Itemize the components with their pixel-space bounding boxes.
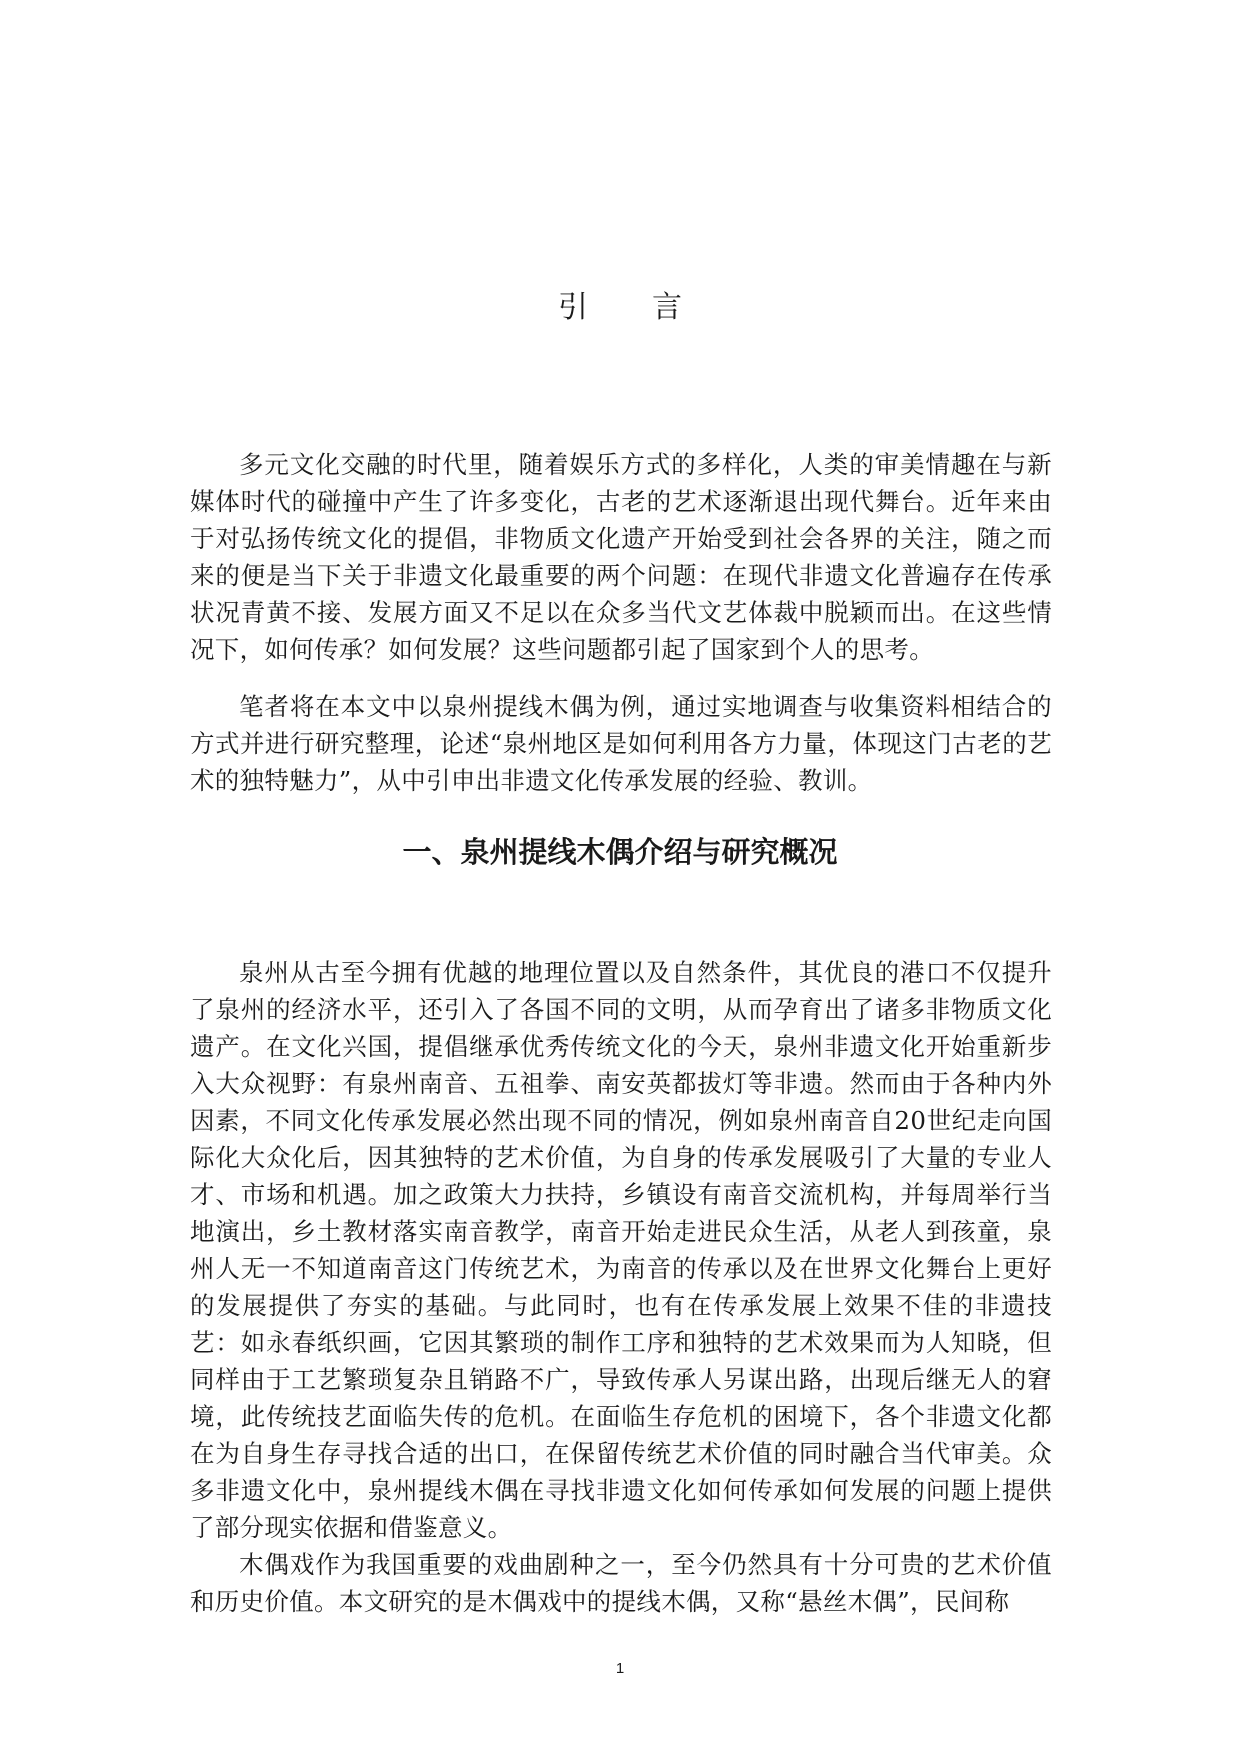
- section-heading: 一、泉州提线木偶介绍与研究概况: [402, 835, 838, 869]
- intro-paragraph: 多元文化交融的时代里，随着娱乐方式的多样化，人类的审美情趣在与新媒体时代的碰撞中产生了许多变化，古老的艺术逐渐退出现代舞台。近年来由于对弘扬传统文化的提倡，非物质文化遗产开始受到社会各界的关注，随之而来的便是当下关于非遗文化最重要的两个问题：在现代非遗文化普遍存在传承状况青黄不接、发展方面又不足以在众多当代文艺体裁中脱颖而出。在这些情况下，如何传承？如何发展？这些问题都引起了国家到个人的思考。: [190, 450, 1052, 664]
- intro-paragraph: 笔者将在本文中以泉州提线木偶为例，通过实地调查与收集资料相结合的方式并进行研究整理，论述“泉州地区是如何利用各方力量，体现这门古老的艺术的独特魅力”，从中引申出非遗文化传承发展的经验、教训。: [190, 692, 1052, 795]
- intro-title: 引言: [558, 290, 746, 325]
- intro-body: [190, 446, 1052, 799]
- section-paragraph: 木偶戏作为我国重要的戏曲剧种之一，至今仍然具有十分可贵的艺术价值和历史价值。本文研究的是木偶戏中的提线木偶，又称“悬丝木偶”，民间称: [190, 1550, 1052, 1616]
- section-body: [190, 954, 1052, 1620]
- page-number: 1: [615, 1660, 625, 1677]
- section-paragraph: 泉州从古至今拥有优越的地理位置以及自然条件，其优良的港口不仅提升了泉州的经济水平，还引入了各国不同的文明，从而孕育出了诸多非物质文化遗产。在文化兴国，提倡继承优秀传统文化的今天，泉州非遗文化开始重新步入大众视野：有泉州南音、五祖拳、南安英都拔灯等非遗。然而由于各种内外因素，不同文化传承发展必然出现不同的情况，例如泉州南音自20世纪走向国际化大众化后，因其独特的艺术价值，为自身的传承发展吸引了大量的专业人才、市场和机遇。加之政策大力扶持，乡镇设有南音交流机构，并每周举行当地演出，乡土教材落实南音教学，南音开始走进民众生活，从老人到孩童，泉州人无一不知道南音这门传统艺术，为南音的传承以及在世界文化舞台上更好的发展提供了夯实的基础。与此同时，也有在传承发展上效果不佳的非遗技艺：如永春纸织画，它因其繁琐的制作工序和独特的艺术效果而为人知晓，但同样由于工艺繁琐复杂且销路不广，导致传承人另谋出路，出现后继无人的窘境，此传统技艺面临失传的危机。在面临生存危机的困境下，各个非遗文化都在为自身生存寻找合适的出口，在保留传统艺术价值的同时融合当代审美。众多非遗文化中，泉州提线木偶在寻找非遗文化如何传承如何发展的问题上提供了部分现实依据和借鉴意义。: [190, 958, 1052, 1542]
